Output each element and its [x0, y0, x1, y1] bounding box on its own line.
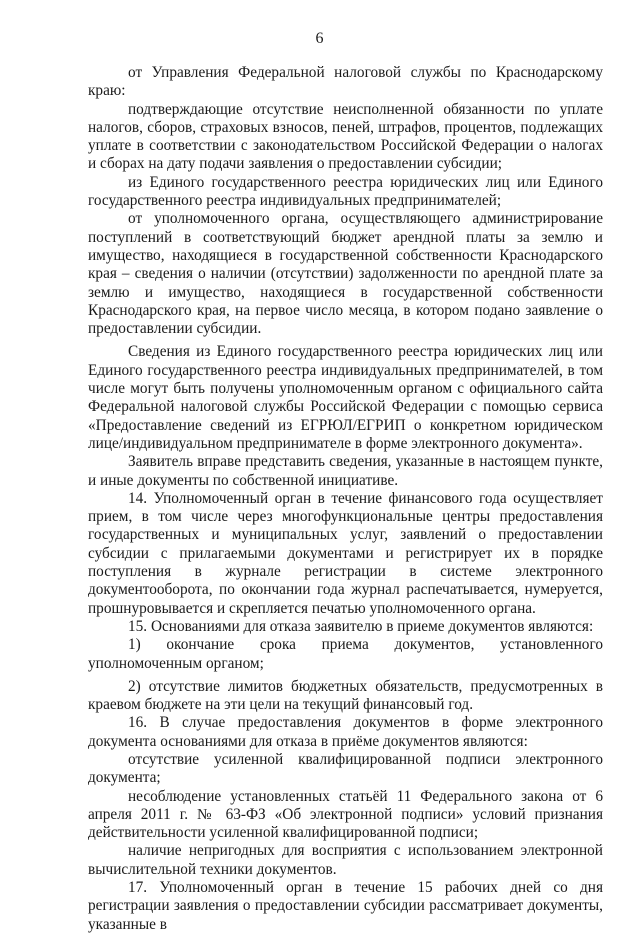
paragraph: от Управления Федеральной налоговой службы по Краснодарскому краю: — [88, 64, 603, 100]
paragraph: несоблюдение установленных статьёй 11 Федерального закона от 6 апреля 2011 г. № 63-ФЗ «Об электронной подписи» условий признания действительности усиленной квалифицированной подписи; — [88, 787, 603, 842]
paragraph: наличие непригодных для восприятия с использованием электронной вычислительной техники документов. — [88, 842, 603, 878]
paragraph: 17. Уполномоченный орган в течение 15 рабочих дней со дня регистрации заявления о предоставлении субсидии рассматривает документы, указанные в — [88, 879, 603, 933]
paragraph: отсутствие усиленной квалифицированной подписи электронного документа; — [88, 750, 603, 787]
paragraph: из Единого государственного реестра юридических лиц или Единого государственного реестра индивидуальных предпринимателей; — [88, 173, 603, 210]
paragraph: 1) окончание срока приема документов, установленного уполномоченным органом; — [88, 636, 603, 672]
paragraph: от уполномоченного органа, осуществляющего администрирование поступлений в соответствующий бюджет арендной платы за землю и имущество, находящиеся в государственной собственности Краснодарского края – сведения о наличии (отсутствии) задолженности по арендной плате за землю и имущество, находящиеся в государственной собственности Краснодарского края, на первое число месяца, в котором подано заявление о предоставлении субсидии. — [88, 210, 603, 338]
paragraph: Заявитель вправе представить сведения, указанные в настоящем пункте, и иные документы по собственной инициативе. — [88, 453, 603, 489]
page-number: 6 — [315, 30, 324, 47]
paragraph: подтверждающие отсутствие неисполненной обязанности по уплате налогов, сборов, страховых взносов, пеней, штрафов, процентов, подлежащих уплате в соответствии с законодательством Российской Федерации о налогах и сборах на дату подачи заявления о предоставлении субсидии; — [88, 100, 603, 173]
paragraph: 2) отсутствие лимитов бюджетных обязательств, предусмотренных в краевом бюджете на эти цели на текущий финансовый год. — [88, 677, 603, 714]
document-body — [88, 64, 603, 934]
paragraph: 14. Уполномоченный орган в течение финансового года осуществляет прием, в том числе через многофункциональные центры предоставления государственных и муниципальных услуг, заявлений о предоставлении субсидии с прилагаемыми документами и регистрирует их в порядке поступления в журнале регистрации в системе электронного документооборота, по окончании года журнал распечатывается, нумеруется, прошнуровывается и скрепляется печатью уполномоченного органа. — [88, 489, 603, 617]
paragraph: 16. В случае предоставления документов в форме электронного документа основаниями для отказа в приёме документов являются: — [88, 714, 603, 750]
paragraph: 15. Основаниями для отказа заявителю в приеме документов являются: — [128, 617, 594, 635]
paragraph: Сведения из Единого государственного реестра юридических лиц или Единого государственного реестра индивидуальных предпринимателей, в том числе могут быть получены уполномоченным органом с официального сайта Федеральной налоговой службы Российской Федерации с помощью сервиса «Предоставление сведений из ЕГРЮЛ/ЕГРИП о конкретном юридическом лице/индивидуальном предпринимателе в форме электронного документа». — [88, 343, 603, 452]
